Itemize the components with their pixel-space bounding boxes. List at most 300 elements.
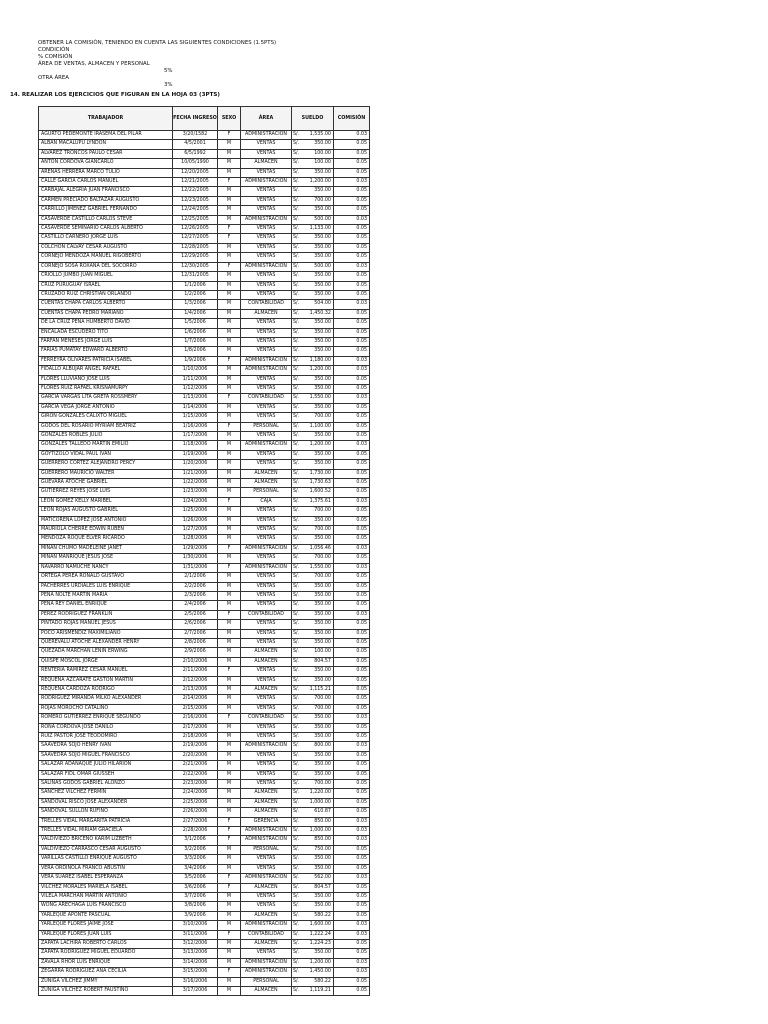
area-cell: VENTAS [241,432,292,441]
salary-cell: 350.00 [304,892,334,901]
worker-name-cell: FARFAN MENESES JORGE LUIS [39,337,173,346]
table-row [39,676,370,685]
worker-name-cell: VILELA MARCHAN MARTIN ANTONIO [39,892,173,901]
area-cell: PERSONAL [241,422,292,431]
table-row [39,911,370,920]
commission-cell: 0.05 [334,140,370,149]
area-cell: VENTAS [241,629,292,638]
hire-date-cell: 1/10/2006 [173,366,218,375]
hire-date-cell: 3/20/1582 [173,131,218,140]
salary-cell: 350.00 [304,620,334,629]
table-row [39,206,370,215]
area-cell: VENTAS [241,272,292,281]
commission-cell: 0.05 [334,319,370,328]
commission-cell: 0.05 [334,949,370,958]
currency-cell: S/. [292,629,304,638]
worker-name-cell: CORNEJO SOSA ROXANA DEL SOCORRO [39,262,173,271]
table-row [39,187,370,196]
area-cell: ALMACEN [241,808,292,817]
hire-date-cell: 1/16/2006 [173,422,218,431]
worker-name-cell: RENTERIA RAMIREZ CESAR MANUEL [39,667,173,676]
area-cell: VENTAS [241,319,292,328]
area-cell: ADMINISTRACIÓN [241,836,292,845]
area-cell: VENTAS [241,507,292,516]
commission-cell: 0.05 [334,187,370,196]
salary-cell: 1,600.52 [304,488,334,497]
hire-date-cell: 1/12/2006 [173,384,218,393]
hire-date-cell: 3/11/2006 [173,930,218,939]
sex-cell: M [218,507,241,516]
sex-cell: M [218,855,241,864]
commission-cell: 0.05 [334,243,370,252]
currency-cell: S/. [292,761,304,770]
table-row [39,131,370,140]
hire-date-cell: 2/13/2006 [173,685,218,694]
currency-cell: S/. [292,300,304,309]
currency-cell: S/. [292,394,304,403]
salary-cell: 100.00 [304,149,334,158]
table-row [39,695,370,704]
sex-cell: F [218,817,241,826]
area-cell: ALMACEN [241,479,292,488]
salary-cell: 504.00 [304,300,334,309]
commission-cell: 0.05 [334,789,370,798]
salary-cell: 350.00 [304,272,334,281]
salary-cell: 350.00 [304,281,334,290]
salary-cell: 580.22 [304,911,334,920]
area-cell: VENTAS [241,733,292,742]
sex-cell: F [218,610,241,619]
sex-cell: M [218,733,241,742]
hire-date-cell: 2/4/2006 [173,601,218,610]
area-cell: ADMINISTRACIÓN [241,215,292,224]
worker-name-cell: CRUZ PURUGUAY ISRAEL [39,281,173,290]
salary-cell: 350.00 [304,168,334,177]
header-comision: COMISIÓN [334,107,370,131]
salary-cell: 350.00 [304,384,334,393]
commission-cell: 0.03 [334,544,370,553]
commission-cell: 0.03 [334,262,370,271]
sex-cell: M [218,460,241,469]
commission-cell: 0.05 [334,638,370,647]
worker-name-cell: POCO ARISMENDIZ MAXIMILIANO [39,629,173,638]
table-row [39,337,370,346]
area-cell: ALMACEN [241,911,292,920]
table-row [39,328,370,337]
table-row [39,450,370,459]
currency-cell: S/. [292,817,304,826]
sex-cell: F [218,667,241,676]
sex-cell: M [218,958,241,967]
currency-cell: S/. [292,921,304,930]
hire-date-cell: 2/8/2006 [173,638,218,647]
table-row [39,554,370,563]
commission-cell: 0.05 [334,554,370,563]
commission-cell: 0.05 [334,582,370,591]
sex-cell: M [218,582,241,591]
worker-name-cell: SALINAS GODOS GABRIEL ALONZO [39,780,173,789]
hire-date-cell: 3/3/2006 [173,855,218,864]
salary-cell: 350.00 [304,733,334,742]
sex-cell: M [218,591,241,600]
salary-cell: 350.00 [304,629,334,638]
table-row [39,808,370,817]
commission-cell: 0.05 [334,648,370,657]
percentage-value: 5% [164,68,173,74]
salary-cell: 1,115.21 [304,685,334,694]
hire-date-cell: 2/27/2006 [173,817,218,826]
hire-date-cell: 1/22/2006 [173,479,218,488]
commission-cell: 0.05 [334,902,370,911]
salary-cell: 350.00 [304,949,334,958]
hire-date-cell: 3/5/2006 [173,874,218,883]
sex-cell: M [218,535,241,544]
table-row [39,601,370,610]
sex-cell: M [218,196,241,205]
commission-cell: 0.03 [334,817,370,826]
currency-cell: S/. [292,949,304,958]
area-cell: VENTAS [241,695,292,704]
area-cell: VENTAS [241,723,292,732]
area-cell: PERSONAL [241,977,292,986]
hire-date-cell: 1/25/2006 [173,507,218,516]
salary-cell: 1,200.00 [304,958,334,967]
hire-date-cell: 2/10/2006 [173,657,218,666]
commission-cell: 0.05 [334,375,370,384]
salary-cell: 1,056.46 [304,544,334,553]
sex-cell: M [218,911,241,920]
currency-cell: S/. [292,657,304,666]
salary-cell: 700.00 [304,573,334,582]
table-row [39,526,370,535]
hire-date-cell: 6/5/1992 [173,149,218,158]
sex-cell: M [218,215,241,224]
currency-cell: S/. [292,977,304,986]
sex-cell: M [218,742,241,751]
table-row [39,836,370,845]
commission-cell: 0.05 [334,977,370,986]
worker-name-cell: FLORES LLUVIANO JOSE LUIS [39,375,173,384]
sex-cell: F [218,394,241,403]
worker-name-cell: GONZALES ROBLES JULIO [39,432,173,441]
salary-cell: 850.00 [304,817,334,826]
salary-cell: 1,200.00 [304,441,334,450]
hire-date-cell: 1/3/2006 [173,300,218,309]
table-row [39,780,370,789]
hire-date-cell: 2/21/2006 [173,761,218,770]
currency-cell: S/. [292,638,304,647]
hire-date-cell: 1/11/2006 [173,375,218,384]
salary-cell: 350.00 [304,751,334,760]
table-row [39,921,370,930]
hire-date-cell: 2/5/2006 [173,610,218,619]
area-cell: ALMACEN [241,986,292,995]
hire-date-cell: 1/18/2006 [173,441,218,450]
area-cell: VENTAS [241,403,292,412]
area-cell: VENTAS [241,206,292,215]
currency-cell: S/. [292,469,304,478]
currency-cell: S/. [292,742,304,751]
worker-name-cell: GIRON GONZALES CALIXTO MIGUEL [39,413,173,422]
currency-cell: S/. [292,554,304,563]
commission-cell: 0.05 [334,535,370,544]
salary-cell: 350.00 [304,676,334,685]
salary-cell: 1,133.00 [304,225,334,234]
commission-cell: 0.05 [334,403,370,412]
area-cell: ALMACEN [241,789,292,798]
table-row [39,140,370,149]
sex-cell: F [218,225,241,234]
salary-cell: 500.00 [304,262,334,271]
currency-cell: S/. [292,958,304,967]
worker-name-cell: CASAVERDE CASTILLO CARLOS STEVE [39,215,173,224]
hire-date-cell: 2/22/2006 [173,770,218,779]
commission-cell: 0.05 [334,864,370,873]
table-row [39,281,370,290]
hire-date-cell: 1/6/2006 [173,328,218,337]
table-row [39,874,370,883]
area-cell: VENTAS [241,554,292,563]
salary-cell: 700.00 [304,413,334,422]
hire-date-cell: 10/05/1990 [173,159,218,168]
commission-cell: 0.05 [334,225,370,234]
commission-cell: 0.03 [334,874,370,883]
worker-name-cell: ORTEGA PEREA RONALD GUSTAVO [39,573,173,582]
commission-cell: 0.03 [334,714,370,723]
sex-cell: M [218,770,241,779]
hire-date-cell: 1/13/2006 [173,394,218,403]
salary-cell: 350.00 [304,582,334,591]
area-cell: VENTAS [241,253,292,262]
sex-cell: F [218,836,241,845]
header-sueldo: SUELDO [292,107,334,131]
sex-cell: F [218,131,241,140]
area-cell: VENTAS [241,761,292,770]
currency-cell: S/. [292,723,304,732]
worker-name-cell: REQUENA CARDOZA RODRIGO [39,685,173,694]
table-row [39,422,370,431]
currency-cell: S/. [292,667,304,676]
currency-cell: S/. [292,601,304,610]
area-cell: VENTAS [241,751,292,760]
worker-name-cell: FARIAS PUMATAY EDWARD ALBERTO [39,347,173,356]
currency-cell: S/. [292,450,304,459]
table-row [39,733,370,742]
commission-cell: 0.05 [334,450,370,459]
currency-cell: S/. [292,432,304,441]
worker-name-cell: CARMEN PRECIADO BALTAZAR AUGUSTO [39,196,173,205]
commission-cell: 0.03 [334,394,370,403]
salary-cell: 1,730.63 [304,479,334,488]
table-row [39,309,370,318]
hire-date-cell: 2/3/2006 [173,591,218,600]
commission-cell: 0.05 [334,704,370,713]
salary-cell: 350.00 [304,723,334,732]
hire-date-cell: 12/20/2005 [173,168,218,177]
area-cell: ADMINISTRACIÓN [241,968,292,977]
area-cell: ADMINISTRACIÓN [241,958,292,967]
table-row [39,234,370,243]
worker-name-cell: CUENTAS CHAPA CARLOS ALBERTO [39,300,173,309]
salary-cell: 350.00 [304,206,334,215]
table-row [39,638,370,647]
commission-cell: 0.05 [334,196,370,205]
worker-name-cell: VALDIVIEZO BRICEÑO KARIM LIZBETH [39,836,173,845]
worker-name-cell: CORNEJO MENDOZA MANUEL RIGOBERTO [39,253,173,262]
hire-date-cell: 1/27/2006 [173,526,218,535]
salary-cell: 350.00 [304,403,334,412]
sex-cell: M [218,620,241,629]
salary-cell: 1,000.00 [304,827,334,836]
area-cell: VENTAS [241,149,292,158]
sex-cell: F [218,497,241,506]
commission-cell: 0.05 [334,591,370,600]
table-row [39,535,370,544]
currency-cell: S/. [292,366,304,375]
hire-date-cell: 1/17/2006 [173,432,218,441]
sex-cell: M [218,337,241,346]
area-cell: VENTAS [241,892,292,901]
currency-cell: S/. [292,328,304,337]
salary-cell: 350.00 [304,319,334,328]
area-cell: PERSONAL [241,488,292,497]
hire-date-cell: 1/1/2006 [173,281,218,290]
instruction-line: OBTENER LA COMISIÓN, TENIENDO EN CUENTA LAS SIGUIENTES CONDICIONES (1.5PTS) [38,40,277,46]
currency-cell: S/. [292,780,304,789]
sex-cell: M [218,243,241,252]
hire-date-cell: 12/29/2005 [173,253,218,262]
table-row [39,864,370,873]
commission-cell: 0.05 [334,422,370,431]
area-cell: VENTAS [241,591,292,600]
worker-name-cell: GUERRERO MAURICIO WALTER [39,469,173,478]
currency-cell: S/. [292,488,304,497]
hire-date-cell: 1/8/2006 [173,347,218,356]
salary-cell: 350.00 [304,535,334,544]
table-row [39,290,370,299]
sex-cell: M [218,290,241,299]
table-row [39,319,370,328]
salary-cell: 350.00 [304,516,334,525]
currency-cell: S/. [292,535,304,544]
area-cell: ADMINISTRACIÓN [241,441,292,450]
table-row [39,610,370,619]
currency-cell: S/. [292,187,304,196]
area-cell: VENTAS [241,526,292,535]
sex-cell: M [218,685,241,694]
commission-cell: 0.05 [334,413,370,422]
worker-name-cell: ANTON CORDOVA GIANCARLO [39,159,173,168]
worker-name-cell: PACHERRES URDIALES LUIS ENRIQUE [39,582,173,591]
salary-cell: 804.57 [304,883,334,892]
currency-cell: S/. [292,149,304,158]
worker-name-cell: GONZALES TALLEDO MARTIN EMILIO [39,441,173,450]
table-row [39,591,370,600]
instruction-line: ÁREA DE VENTAS, ALMACEN Y PERSONAL [38,61,150,67]
table-row [39,253,370,262]
instruction-line: OTRA ÁREA [38,75,69,81]
sex-cell: M [218,469,241,478]
table-row [39,620,370,629]
table-row [39,300,370,309]
worker-name-cell: RUIZ PASTOR JOSE TEODOMIRO [39,733,173,742]
commission-cell: 0.05 [334,845,370,854]
header-area: ÁREA [241,107,292,131]
worker-name-cell: COLCHON CALVAY CESAR AUGUSTO [39,243,173,252]
hire-date-cell: 1/4/2006 [173,309,218,318]
worker-name-cell: SALAZAR FIDL OMAR GIUSSEH [39,770,173,779]
worker-name-cell: ZAPATA RODRIGUEZ MIGUEL EDUARDO [39,949,173,958]
sex-cell: M [218,366,241,375]
hire-date-cell: 3/17/2006 [173,986,218,995]
worker-name-cell: PEREZ RODRIGUEZ FRANKLIN [39,610,173,619]
salary-cell: 350.00 [304,460,334,469]
commission-cell: 0.05 [334,516,370,525]
table-row [39,563,370,572]
salary-cell: 1,375.61 [304,497,334,506]
area-cell: VENTAS [241,290,292,299]
salary-cell: 350.00 [304,770,334,779]
table-row [39,441,370,450]
worker-name-cell: RODRIGUEZ MIRANDA MILKO ALEXANDER [39,695,173,704]
worker-name-cell: TRELLES VIDAL MARGARITA PATRICIA [39,817,173,826]
hire-date-cell: 3/8/2006 [173,902,218,911]
area-cell: VENTAS [241,620,292,629]
hire-date-cell: 2/26/2006 [173,808,218,817]
salary-cell: 1,180.00 [304,356,334,365]
worker-name-cell: SANDOVAL RISCO JOSE ALEXANDER [39,798,173,807]
table-row [39,413,370,422]
worker-name-cell: VARILLAS CASTILLO ENRIQUE AUGUSTO [39,855,173,864]
commission-cell: 0.05 [334,676,370,685]
hire-date-cell: 2/23/2006 [173,780,218,789]
worker-name-cell: VERA SUAREZ ISABEL ESPERANZA [39,874,173,883]
worker-name-cell: TRELLES VIDAL MIRIAM GRACIELA [39,827,173,836]
currency-cell: S/. [292,939,304,948]
area-cell: VENTAS [241,638,292,647]
area-cell: VENTAS [241,187,292,196]
salary-cell: 700.00 [304,780,334,789]
commission-cell: 0.05 [334,290,370,299]
salary-cell: 350.00 [304,450,334,459]
commission-cell: 0.03 [334,215,370,224]
sex-cell: M [218,281,241,290]
commission-cell: 0.05 [334,234,370,243]
sex-cell: M [218,986,241,995]
commission-cell: 0.05 [334,620,370,629]
worker-name-cell: CUENTAS CHAPA PEDRO MARIANO [39,309,173,318]
currency-cell: S/. [292,159,304,168]
hire-date-cell: 1/21/2006 [173,469,218,478]
table-row [39,262,370,271]
sex-cell: M [218,187,241,196]
hire-date-cell: 1/26/2006 [173,516,218,525]
area-cell: ADMINISTRACIÓN [241,921,292,930]
currency-cell: S/. [292,281,304,290]
sex-cell: M [218,864,241,873]
commission-cell: 0.05 [334,488,370,497]
sex-cell: M [218,892,241,901]
salary-cell: 610.87 [304,808,334,817]
currency-cell: S/. [292,883,304,892]
sex-cell: M [218,347,241,356]
hire-date-cell: 3/13/2006 [173,949,218,958]
table-row [39,432,370,441]
table-row [39,883,370,892]
table-row [39,582,370,591]
salary-cell: 350.00 [304,761,334,770]
worker-name-cell: GUTIERREZ REYES JOSE LUIS [39,488,173,497]
